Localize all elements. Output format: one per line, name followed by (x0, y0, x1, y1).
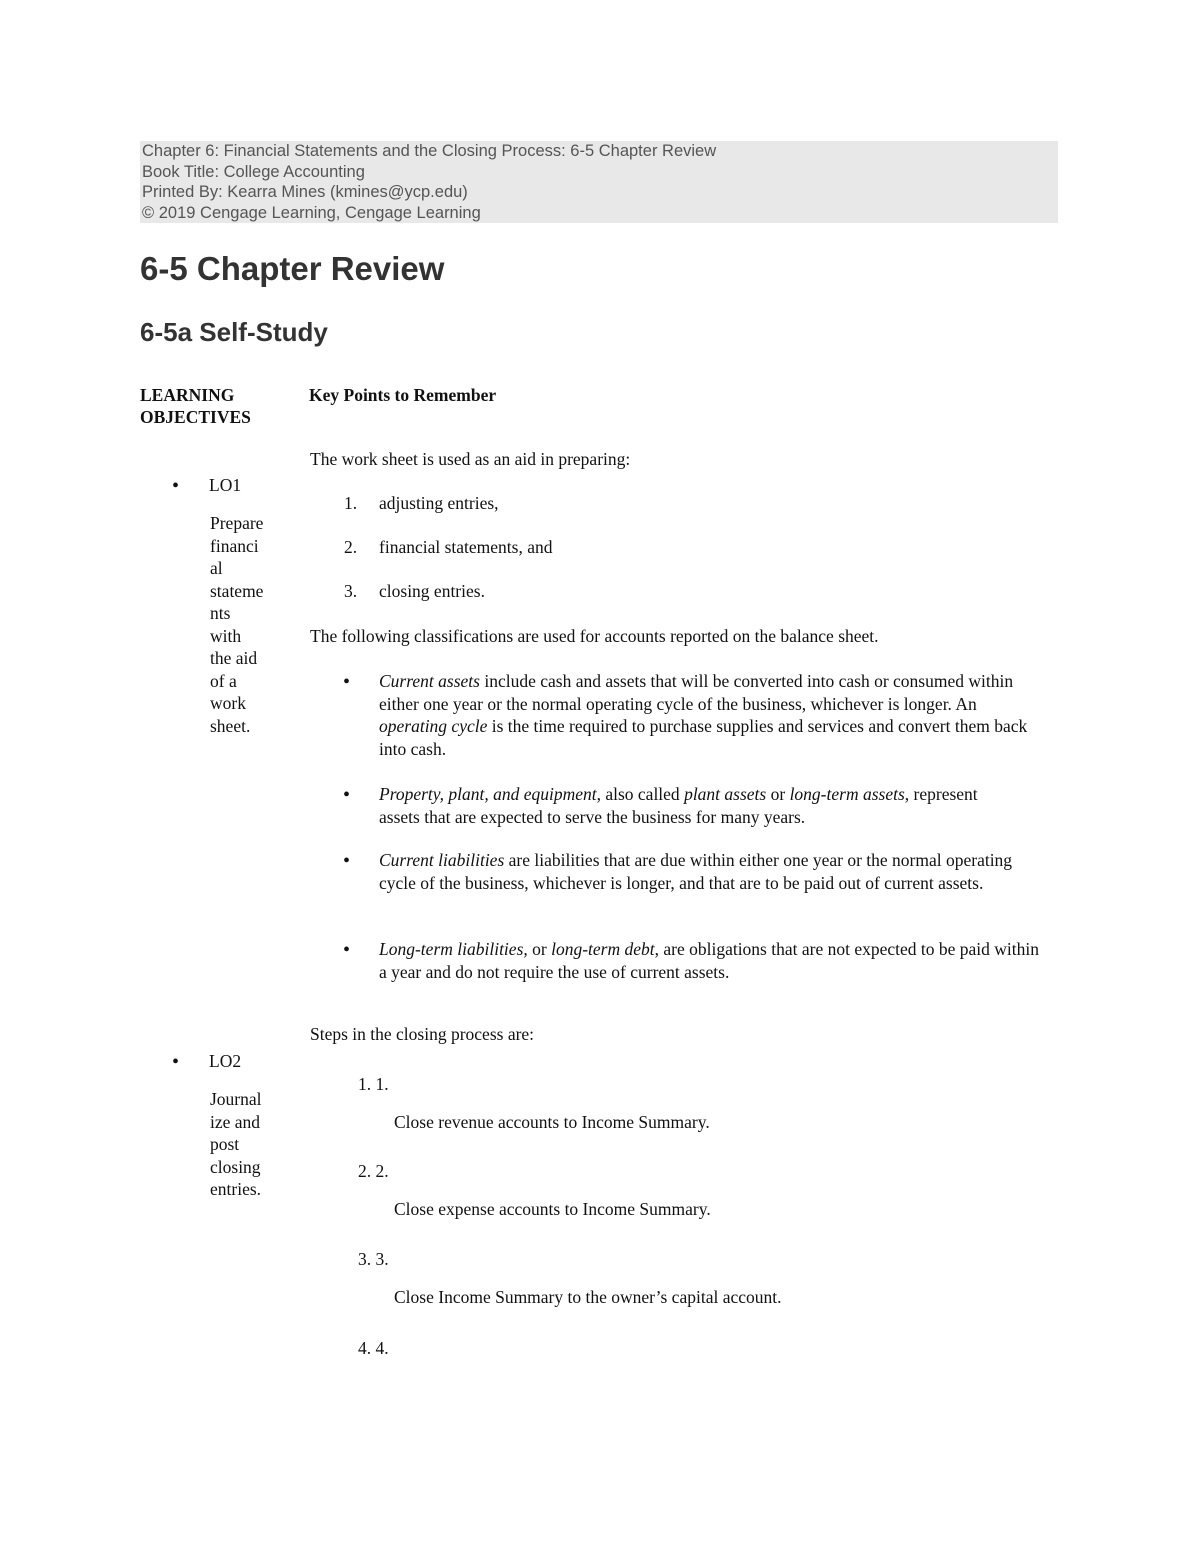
learning-objectives-heading-line2: OBJECTIVES (140, 407, 251, 427)
closing-step-number: 4. 4. (358, 1338, 389, 1358)
term: long-term assets (789, 784, 905, 804)
header-chapter: Chapter 6: Financial Statements and the Closing Process: 6-5 Chapter Review (142, 142, 717, 160)
lo1-desc-line: financi (210, 535, 259, 556)
definition-text: , represent assets that are expected to serve the business for many years. (379, 784, 978, 827)
header-book-title: Book Title: College Accounting (142, 162, 365, 181)
lo1-label: LO1 (209, 475, 242, 495)
current-liabilities-definition (379, 849, 1029, 894)
lo1-desc-line: Prepare (210, 513, 264, 533)
worksheet-item-text: adjusting entries, (379, 493, 499, 513)
lo2-desc-line: Journal (210, 1089, 262, 1109)
section-title: 6-5a Self-Study (140, 317, 328, 347)
lo1-bullet-icon: • (172, 475, 180, 497)
page-title: 6-5 Chapter Review (140, 250, 445, 287)
lo2-desc-line: ize and (210, 1111, 261, 1132)
lo1-desc-line: the aid (210, 648, 258, 668)
bullet-icon: • (343, 671, 351, 693)
long-term-liabilities-definition (379, 938, 1039, 983)
closing-step-number: 2. 2. (358, 1161, 389, 1181)
definition-text: or (527, 939, 552, 959)
closing-intro: Steps in the closing process are: (310, 1024, 535, 1044)
term: Long-term liabilities, (379, 939, 528, 959)
lo1-desc-line: of a (210, 670, 237, 691)
definition-text: are liabilities that are due within either one year or the normal operating cycle of the business, whichever is longer, and that are to be paid out of current assets. (379, 850, 1013, 893)
ppe-definition (379, 783, 1019, 828)
lo2-desc-line: entries. (210, 1179, 262, 1199)
lo2-bullet-icon: • (172, 1051, 180, 1073)
worksheet-item-text: financial statements, and (379, 537, 553, 557)
lo1-desc-line: al (210, 558, 223, 578)
header-copyright: © 2019 Cengage Learning, Cengage Learning (142, 203, 481, 222)
closing-step-text: Close expense accounts to Income Summary. (394, 1199, 711, 1219)
closing-step-number: 3. 3. (358, 1249, 389, 1269)
term: plant assets (684, 784, 767, 804)
lo1-desc-line: work (210, 693, 246, 713)
classifications-intro: The following classifications are used for accounts reported on the balance sheet. (310, 626, 879, 646)
lo1-desc-line: sheet. (210, 715, 251, 736)
term: long-term debt (551, 939, 655, 959)
lo1-desc-line: nts (210, 603, 231, 623)
worksheet-item-number: 3. (344, 581, 358, 601)
term: operating cycle (379, 716, 488, 736)
lo1-description (210, 512, 263, 737)
lo2-description (210, 1088, 262, 1201)
definition-text: , are obligations that are not expected to be paid within a year and do not require the use of current assets. (379, 939, 1040, 982)
current-assets-definition (379, 670, 1049, 760)
definition-text: is the time required to purchase supplies and services and convert them back into cash. (379, 716, 1028, 759)
definition-text: or (766, 784, 790, 804)
closing-step-text: Close revenue accounts to Income Summary. (394, 1112, 710, 1132)
lo1-desc-line: stateme (210, 580, 264, 601)
bullet-icon: • (343, 850, 351, 872)
worksheet-item-number: 2. (344, 537, 358, 557)
lo2-desc-line: closing (210, 1156, 261, 1177)
worksheet-intro: The work sheet is used as an aid in preparing: (310, 449, 631, 469)
term: Current assets (379, 671, 480, 691)
lo1-desc-line: with (210, 625, 242, 646)
term: Current liabilities (379, 850, 505, 870)
bullet-icon: • (343, 939, 351, 961)
learning-objectives-heading-line1: LEARNING (140, 385, 235, 405)
worksheet-item-text: closing entries. (379, 581, 485, 601)
lo2-desc-line: post (210, 1134, 240, 1154)
header-printed-by: Printed By: Kearra Mines (kmines@ycp.edu) (142, 183, 468, 201)
definition-text: include cash and assets that will be converted into cash or consumed within either one year or the normal operating cycle of the business, whichever is longer. An (379, 671, 1014, 714)
worksheet-item-number: 1. (344, 493, 358, 513)
lo2-label: LO2 (209, 1051, 242, 1071)
term: Property, plant, and equipment (379, 784, 597, 804)
closing-step-number: 1. 1. (358, 1074, 389, 1094)
bullet-icon: • (343, 784, 351, 806)
document-header (140, 141, 1058, 223)
closing-step-text: Close Income Summary to the owner’s capital account. (394, 1287, 782, 1307)
key-points-heading: Key Points to Remember (309, 385, 497, 405)
definition-text: , also called (596, 784, 685, 804)
